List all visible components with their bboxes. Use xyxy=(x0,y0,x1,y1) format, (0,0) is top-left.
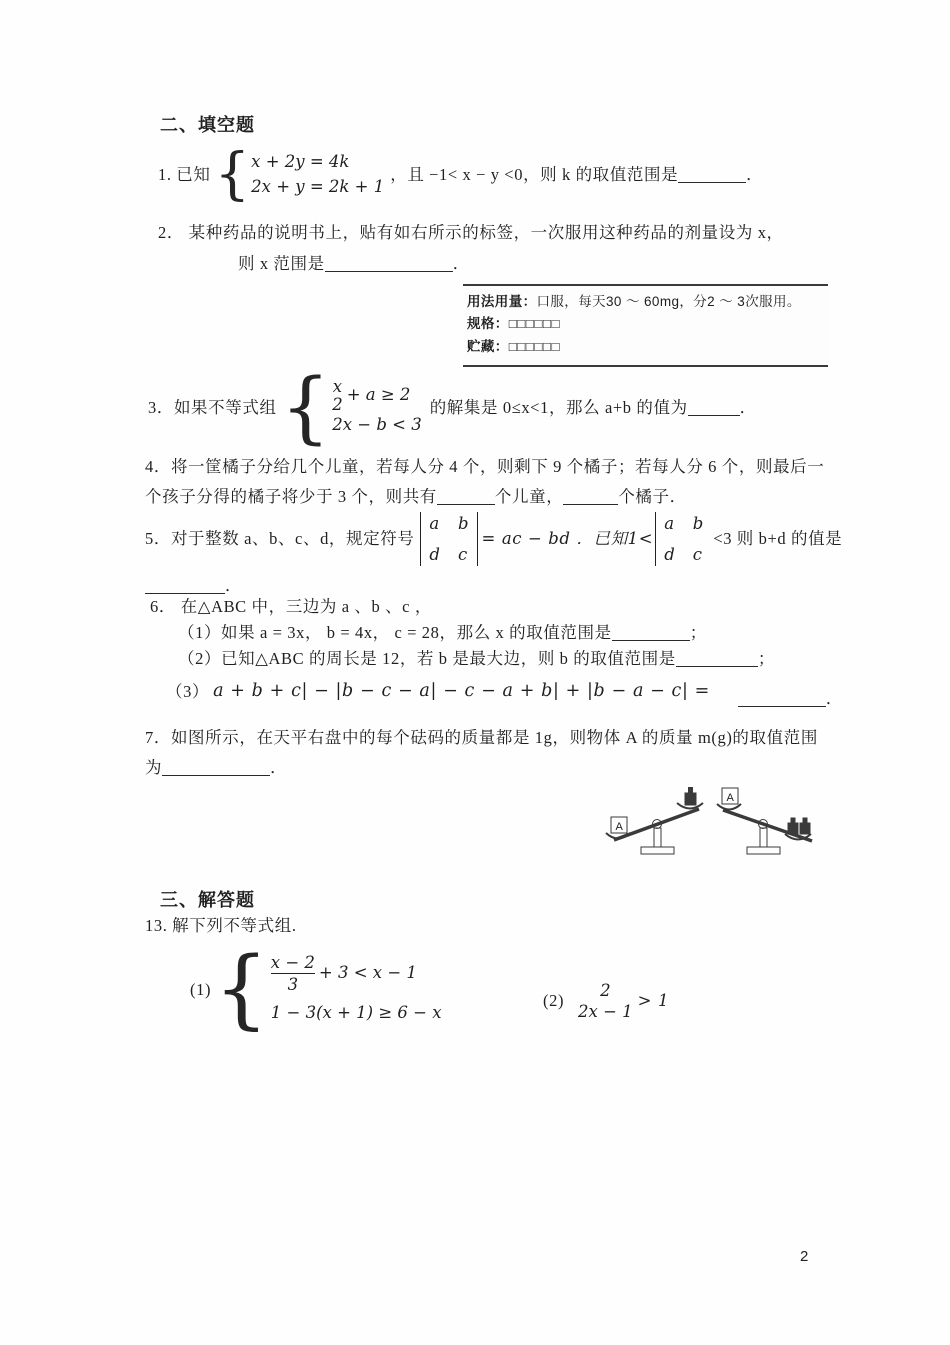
q3-system-brace: { xyxy=(280,362,331,453)
q6-p2-end: ； xyxy=(757,649,775,668)
q6-p2-text: （2）已知△ABC 的周长是 12，若 b 是最大边，则 b 的取值范围是 xyxy=(178,649,676,668)
q7-answer-blank xyxy=(162,760,270,776)
q6-p2-answer-blank xyxy=(676,651,758,667)
q13-p2-frac-numerator: 2 xyxy=(600,981,611,1001)
q3-inequality-system xyxy=(332,378,422,437)
label-usage-line xyxy=(467,291,824,313)
section-answer-heading: 三、解答题 xyxy=(160,890,255,910)
q13-lead: 13. 解下列不等式组. xyxy=(145,916,297,935)
q1-equation-system xyxy=(251,150,384,200)
q4-line2-a: 个孩子分得的橘子将少于 3 个，则共有 xyxy=(145,487,437,506)
q7-line2-lead: 为 xyxy=(145,758,163,777)
q13-p1-system xyxy=(271,954,442,1026)
q13-p2-fraction xyxy=(578,982,633,1020)
q6-p1-end: ； xyxy=(689,623,707,642)
q5-det1-a: a xyxy=(429,514,440,533)
object-a-label-left: A xyxy=(615,821,623,833)
q13-p2-label: (2) xyxy=(543,990,565,1010)
q6-part2 xyxy=(178,648,775,670)
q3-frac-numerator: x xyxy=(332,377,343,397)
q3-answer-blank xyxy=(688,400,740,416)
q13-p2-frac-denominator: 2x − 1 xyxy=(578,1001,633,1021)
q5-answer-line xyxy=(145,575,242,597)
question-3 xyxy=(148,364,757,452)
q5-answer-blank xyxy=(145,578,225,594)
q5-determinant-2 xyxy=(655,512,711,566)
q4-line1: 4．将一筐橘子分给几个儿童，若每人分 4 个，则剩下 9 个橘子；若每人分 6 个，则最后一 xyxy=(145,457,825,476)
q6-p3-label: （3） xyxy=(166,682,210,701)
q1-tail: ，且 −1< x − y <0，则 k 的取值范围是 xyxy=(390,164,679,184)
q13-part1 xyxy=(190,939,442,1040)
q5-det2-c: c xyxy=(692,545,703,564)
q6-p1-answer-blank xyxy=(612,625,690,641)
q13-p2-rest: > 1 xyxy=(637,990,670,1010)
q2-answer-blank xyxy=(325,256,453,272)
label-usage-field: 用法用量： xyxy=(467,294,537,309)
q5-det2-b: b xyxy=(692,514,704,533)
q13-part2 xyxy=(543,972,669,1030)
q13-p1-row1 xyxy=(271,954,442,994)
q3-mid: 的解集是 0≤x<1，那么 a+b 的值为 xyxy=(429,397,688,417)
q5-det2-d: d xyxy=(664,545,675,564)
q5-det1-right-bar xyxy=(477,512,478,566)
label-storage-line xyxy=(467,336,824,358)
section-fill-in-heading: 二、填空题 xyxy=(160,115,255,135)
q5-det1-cells xyxy=(421,512,476,566)
q5-det1-b: b xyxy=(457,514,469,533)
balance-scale-left-icon xyxy=(605,784,707,862)
q1-answer-blank xyxy=(678,167,746,183)
q2-line2-lead: 则 x 范围是 xyxy=(238,254,325,273)
q6-part1 xyxy=(178,622,707,644)
q13-p1-frac-numerator: x − 2 xyxy=(270,952,315,972)
q5-det2-a: a xyxy=(664,514,675,533)
q4-line2-b: 个儿童， xyxy=(494,487,564,506)
question-5 xyxy=(145,508,842,570)
q6-p1-text: （1）如果 a = 3x， b = 4x， c = 28，那么 x 的取值范围是 xyxy=(178,623,612,642)
q7-line2 xyxy=(145,757,287,779)
label-storage-boxes: □□□□□□ xyxy=(508,338,561,354)
balance-scales-figure xyxy=(605,784,821,862)
label-storage-field: 贮藏： xyxy=(467,338,509,354)
q3-frac-denominator: 2 xyxy=(332,394,343,414)
q5-det2-cells xyxy=(656,512,711,566)
q4-answer-blank-oranges xyxy=(563,489,618,505)
q1-period: ． xyxy=(746,164,764,184)
q6-p3-end: ． xyxy=(825,689,843,708)
q7-period: ． xyxy=(270,758,288,777)
q1-lead: 1. 已知 xyxy=(158,164,211,184)
q2-line1: 2． 某种药品的说明书上，贴有如右所示的标签，一次服用这种药品的剂量设为 x， xyxy=(158,223,784,242)
label-spec-field: 规格： xyxy=(467,316,509,332)
q5-determinant-1 xyxy=(420,512,477,566)
q6-p3-expression: a + b + c| − |b − c − a| − c − a + b| + |b − a − c| = xyxy=(213,681,710,702)
label-usage-text: 口服，每天30 ～ 60mg，分2 ～ 3次服用。 xyxy=(536,294,801,309)
q13-p1-frac-denominator: 3 xyxy=(287,975,299,995)
q6-line1: 6． 在△ABC 中，三边为 a 、b 、c ， xyxy=(150,597,432,616)
q13-p1-fraction xyxy=(271,954,315,994)
q1-system-brace: { xyxy=(214,142,251,208)
q6-p3-answer-blank xyxy=(738,691,826,707)
q5-lead: 5．对于整数 a、b、c、d，规定符号 xyxy=(145,528,415,548)
object-a-label-right: A xyxy=(726,792,734,804)
page-number: 2 xyxy=(800,1248,809,1265)
q3-period: ． xyxy=(739,397,757,417)
medicine-label-figure xyxy=(463,284,828,367)
q1-equation-2: 2x + y = 2k + 1 xyxy=(251,177,385,196)
q4-line2-c: 个橘子． xyxy=(618,487,687,506)
q4-line2 xyxy=(145,486,687,508)
label-spec-line xyxy=(467,313,824,335)
q13-p1-row1-rest: + 3 < x − 1 xyxy=(318,963,417,983)
q4-answer-blank-children xyxy=(437,489,495,505)
balance-scale-right-icon xyxy=(715,784,821,862)
q3-row1 xyxy=(332,378,422,413)
q5-det1-c: c xyxy=(457,545,468,564)
q13-p1-row2: 1 − 3(x + 1) ≥ 6 − x xyxy=(270,1003,442,1023)
q3-row1-rest: + a ≥ 2 xyxy=(346,385,411,405)
q3-fraction xyxy=(332,378,343,413)
q5-period: ． xyxy=(225,576,243,595)
q2-period: ． xyxy=(452,254,470,273)
question-1 xyxy=(158,143,763,207)
q13-p1-label: (1) xyxy=(190,979,212,999)
q3-lead: 3．如果不等式组 xyxy=(148,397,277,417)
q5-mid2: <3 则 b+d 的值是 xyxy=(713,528,843,548)
q6-part3 xyxy=(166,674,843,710)
q5-det1-d: d xyxy=(429,545,440,564)
label-spec-boxes: □□□□□□ xyxy=(508,316,561,332)
q1-equation-1: x + 2y = 4k xyxy=(251,152,350,172)
q7-line1: 7．如图所示，在天平右盘中的每个砝码的质量都是 1g，则物体 A 的质量 m(g)的取值范围 xyxy=(145,728,818,747)
q5-mid1: = ac − bd ．已知1< xyxy=(481,528,654,548)
q3-row2: 2x − b < 3 xyxy=(332,414,422,434)
q2-line2 xyxy=(238,253,470,275)
q13-p1-frac-bar xyxy=(271,973,315,974)
q13-p1-brace: { xyxy=(214,939,269,1040)
